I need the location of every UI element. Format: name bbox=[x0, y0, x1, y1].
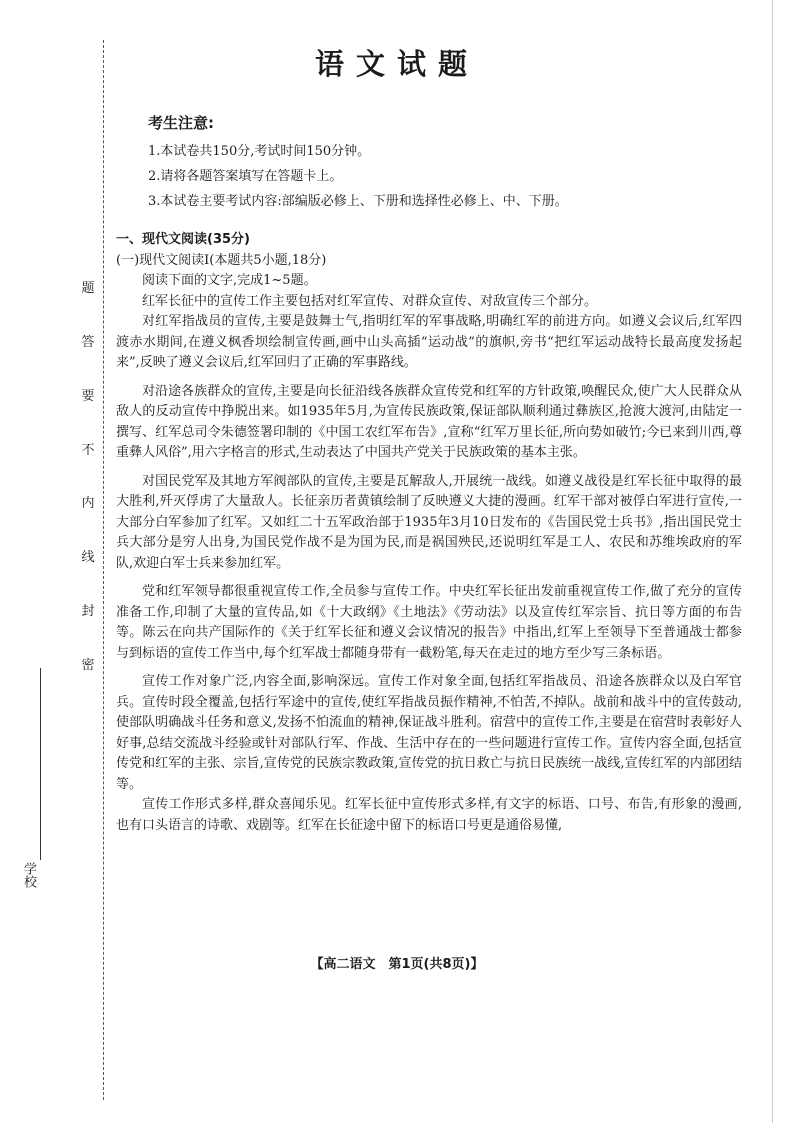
section-subheading: (一)现代文阅读Ⅰ(本题共5小题,18分) bbox=[116, 252, 327, 268]
seal-char: 内 bbox=[81, 496, 95, 512]
school-fill-line bbox=[40, 668, 41, 860]
reading-section bbox=[116, 230, 742, 836]
seal-line-text bbox=[78, 282, 98, 672]
school-label: 学校 bbox=[21, 862, 36, 888]
section-heading: 一、现代文阅读(35分) bbox=[116, 232, 250, 247]
notice-item: 3.本试卷主要考试内容:部编版必修上、下册和选择性必修上、中、下册。 bbox=[148, 194, 568, 209]
passage-paragraph: 对沿途各族群众的宣传,主要是向长征沿线各族群众宣传党和红军的方针政策,唤醒民众,使广大人民群众从敌人的反动宣传中挣脱出来。如1935年5月,为宣传民族政策,保证部队顺利通过彝族区,抢渡大渡河,由陆定一撰写、红军总司令朱德签署印制的《中国工农红军布告》,宣称“红军万里长征,所向势如破竹;今已来到川西,尊重彝人风俗”,用六字格言的形式,生动表达了中国共产党关于民族政策的基本主张。 bbox=[116, 383, 742, 460]
passage-paragraph: 对红军指战员的宣传,主要是鼓舞士气,指明红军的军事战略,明确红军的前进方向。如遵义会议后,红军四渡赤水期间,在遵义枫香坝绘制宣传画,画中山头高插“运动战”的旗帜,旁书“把红军运动战特长最高度发扬起来”,反映了遵义会议后,红军回归了正确的军事路线。 bbox=[116, 314, 742, 370]
seal-char: 要 bbox=[81, 388, 95, 404]
seal-char: 不 bbox=[81, 442, 95, 458]
page-title: 语文试题 bbox=[314, 47, 479, 81]
passage-paragraph: 党和红军领导都很重视宣传工作,全员参与宣传工作。中央红军长征出发前重视宣传工作,做了充分的宣传准备工作,印制了大量的宣传品,如《十大政纲》《土地法》《劳动法》以及宣传红军宗旨、抗日等方面的布告等。陈云在向共产国际作的《关于红军长征和遵义会议情况的报告》中指出,红军上至领导下至普通战士都参与到标语的宣传工作当中,每个红军战士都随身带有一截粉笔,每天在走过的地方至少写三条标语。 bbox=[116, 584, 742, 661]
seal-char: 答 bbox=[81, 334, 95, 350]
passage-paragraph: 宣传工作对象广泛,内容全面,影响深远。宣传工作对象全面,包括红军指战员、沿途各族群众以及白军官兵。宣传时段全覆盖,包括行军途中的宣传,使红军指战员振作精神,不怕苦,不掉队。战前和战斗中的宣传鼓动,使部队明确战斗任务和意义,发扬不怕流血的精神,保证战斗胜利。宿营中的宣传工作,主要是在宿营时表彰好人好事,总结交流战斗经验或针对部队行军、作战、生活中存在的一些问题进行宣传工作。宣传内容全面,包括宣传党和红军的主张、宗旨,宣传党的民族宗教政策,宣传党的抗日救亡与抗日民族统一战线,宣传红军的内部团结等。 bbox=[116, 674, 742, 792]
notice-item: 2.请将各题答案填写在答题卡上。 bbox=[148, 169, 343, 184]
seal-char: 线 bbox=[81, 550, 95, 566]
seal-char: 题 bbox=[81, 281, 95, 296]
candidate-notice bbox=[148, 112, 748, 214]
passage-paragraph: 红军长征中的宣传工作主要包括对红军宣传、对群众宣传、对敌宣传三个部分。 bbox=[142, 293, 598, 309]
notice-item: 1.本试卷共150分,考试时间150分钟。 bbox=[148, 144, 371, 159]
instruction: 阅读下面的文字,完成1~5题。 bbox=[142, 273, 317, 288]
seal-char: 密 bbox=[81, 657, 95, 673]
passage-paragraph: 对国民党军及其地方军阀部队的宣传,主要是瓦解敌人,开展统一战线。如遵义战役是红军长征中取得的最大胜利,歼灭俘虏了大量敌人。长征亲历者黄镇绘制了反映遵义大捷的漫画。红军干部对被俘白军进行宣传,一大部分白军参加了红军。又如红二十五军政治部于1935年3月10日发布的《告国民党士兵书》,指出国民党士兵大部分是穷人出身,为国民党作战不是为国为民,而是祸国殃民,还说明红军是工人、农民和苏维埃政府的军队,欢迎白军士兵来参加红军。 bbox=[116, 473, 742, 571]
passage-paragraph: 宣传工作形式多样,群众喜闻乐见。红军长征中宣传形式多样,有文字的标语、口号、布告,有形象的漫画,也有口头语言的诗歌、戏剧等。红军在长征途中留下的标语口号更是通俗易懂, bbox=[116, 797, 742, 833]
notice-heading: 考生注意: bbox=[148, 114, 214, 132]
seal-char: 封 bbox=[81, 604, 95, 620]
seal-dashed-line bbox=[103, 40, 104, 1100]
page-footer: 【高二语文 第1页(共8页)】 bbox=[310, 957, 484, 972]
